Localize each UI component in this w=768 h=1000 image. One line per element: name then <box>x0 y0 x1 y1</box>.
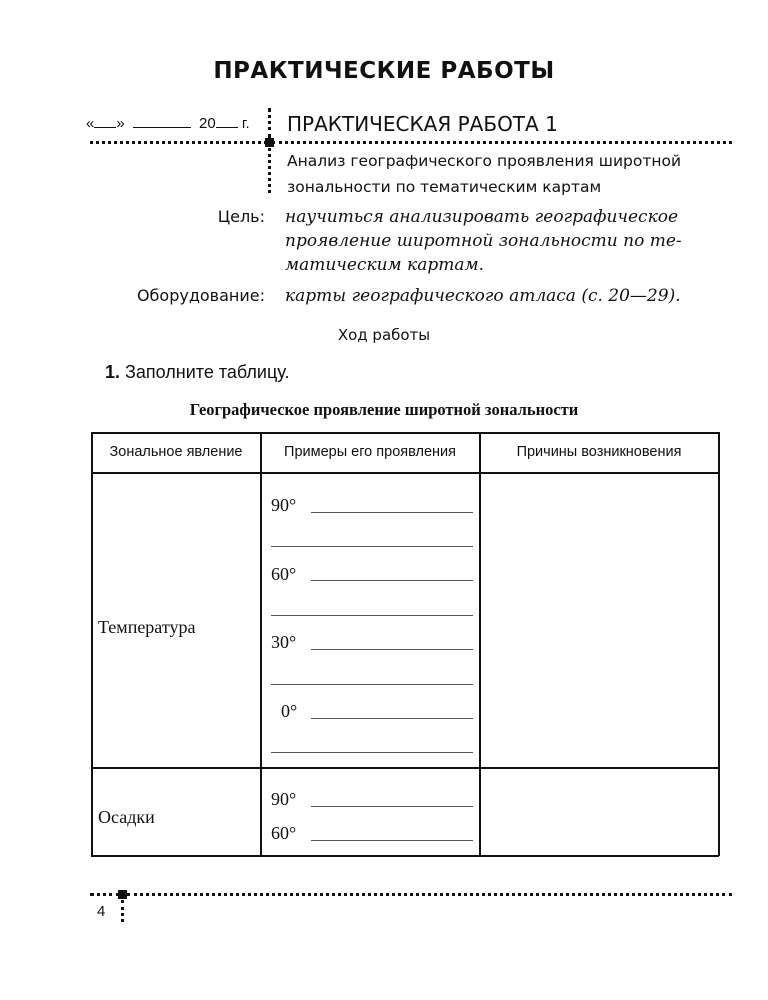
header-zonal-phenomenon: Зональное явление <box>109 444 243 460</box>
table-col-divider-2 <box>479 432 481 856</box>
answer-line[interactable] <box>271 615 473 616</box>
table-border-right <box>718 432 720 856</box>
answer-line[interactable] <box>311 649 473 650</box>
temperature-lat-0: 0° <box>281 701 298 721</box>
goal-line-2: проявление широтной зональности по те- <box>285 231 682 251</box>
answer-line[interactable] <box>271 684 473 685</box>
footer-vertical-dots <box>121 900 124 922</box>
divider-square-top <box>265 138 274 147</box>
precipitation-lat-60: 60° <box>271 823 297 843</box>
goal-line-3: матическим картам. <box>285 255 484 275</box>
answer-line[interactable] <box>271 546 473 547</box>
equipment-label: Оборудование: <box>136 286 265 305</box>
table-border-bottom <box>91 855 719 857</box>
date-line <box>86 114 250 132</box>
task-1 <box>105 362 289 383</box>
precipitation-lat-90: 90° <box>271 789 297 809</box>
table-col-divider-1 <box>260 432 262 856</box>
answer-line[interactable] <box>311 718 473 719</box>
task-text: Заполните таблицу. <box>125 362 290 382</box>
footer-divider-left <box>90 893 120 896</box>
temperature-lat-30: 30° <box>271 632 297 652</box>
year-prefix: 20 <box>199 115 216 132</box>
table-border-left <box>91 432 93 856</box>
subtitle-line-2: зональности по тематическим картам <box>287 178 602 196</box>
temperature-lat-60: 60° <box>271 564 297 584</box>
date-close-quote: » <box>116 115 125 132</box>
progress-heading: Ход работы <box>337 326 431 344</box>
answer-line[interactable] <box>311 580 473 581</box>
vertical-dots-lower <box>268 148 271 193</box>
row-label-temperature: Температура <box>98 617 196 637</box>
goal-text <box>285 205 735 277</box>
table-row-divider <box>91 767 719 769</box>
page-number: 4 <box>97 903 106 920</box>
temperature-lat-90: 90° <box>271 495 297 515</box>
month-blank <box>133 114 191 128</box>
day-blank <box>94 114 116 128</box>
task-number: 1. <box>105 362 121 382</box>
footer-square <box>118 890 127 899</box>
header-divider-right <box>272 141 732 144</box>
goal-line-1: научиться анализировать географическое <box>285 207 679 227</box>
header-examples: Примеры его проявления <box>284 444 456 460</box>
equipment-text: карты географического атласа (с. 20—29). <box>285 286 681 306</box>
table-border-top <box>91 432 719 434</box>
table-header-divider <box>91 472 719 474</box>
header-causes: Причины возникновения <box>516 444 682 460</box>
goal-label: Цель: <box>217 207 265 226</box>
answer-line[interactable] <box>271 752 473 753</box>
answer-line[interactable] <box>311 840 473 841</box>
page-title: ПРАКТИЧЕСКИЕ РАБОТЫ <box>213 58 555 84</box>
row-label-precipitation: Осадки <box>98 807 155 827</box>
work-subtitle <box>287 148 737 200</box>
footer-divider-right <box>127 893 732 896</box>
subtitle-line-1: Анализ географического проявления широтной <box>287 152 682 170</box>
table-title: Географическое проявление широтной зональности <box>189 400 579 419</box>
date-open-quote: « <box>86 115 95 132</box>
answer-line[interactable] <box>311 512 473 513</box>
vertical-dots-upper <box>268 108 271 138</box>
answer-line[interactable] <box>311 806 473 807</box>
year-blank <box>216 114 238 128</box>
work-title: ПРАКТИЧЕСКАЯ РАБОТА 1 <box>287 112 558 136</box>
header-divider-left <box>90 141 267 144</box>
year-suffix: г. <box>241 115 250 132</box>
